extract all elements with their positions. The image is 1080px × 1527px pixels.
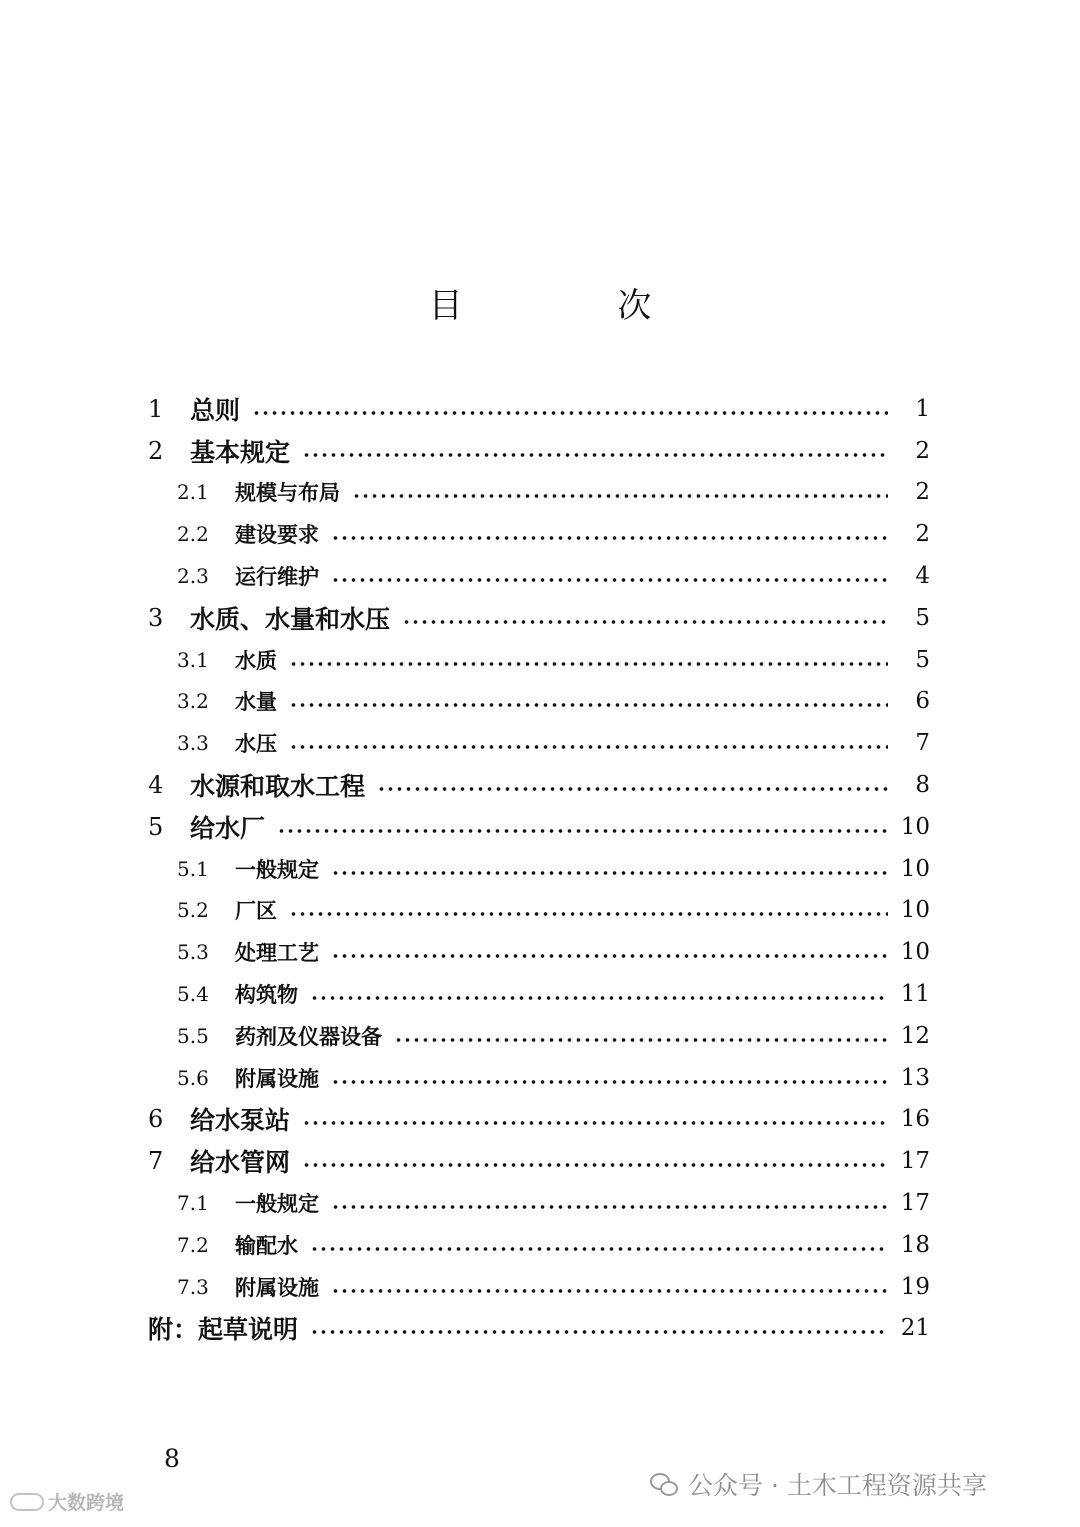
- toc-entry-page: 5: [915, 646, 930, 673]
- toc-entry-number: 5.6: [177, 1065, 209, 1090]
- toc-dot-leader: [302, 453, 888, 457]
- toc-dot-leader: [289, 662, 888, 666]
- toc-entry-number: 2.3: [177, 564, 209, 589]
- toc-entry[interactable]: [148, 1140, 930, 1182]
- toc-dot-leader: [331, 1080, 888, 1084]
- toc-entry-page: 17: [900, 1148, 930, 1175]
- toc-entry-page: 10: [900, 855, 930, 882]
- toc-entry-page: 2: [915, 521, 930, 548]
- toc-entry-page: 2: [915, 479, 930, 506]
- toc-entry[interactable]: [148, 1266, 930, 1308]
- toc-entry-page: 13: [900, 1064, 930, 1091]
- toc-dot-leader: [310, 996, 888, 1000]
- toc-entry[interactable]: [148, 806, 930, 848]
- toc-entry-number: 7.1: [177, 1191, 209, 1216]
- toc-entry-label: 水量: [235, 689, 277, 715]
- toc-entry-label: 水质、水量和水压: [190, 604, 391, 634]
- toc-entry[interactable]: [148, 848, 930, 890]
- toc-entry-number: 3.3: [177, 731, 209, 756]
- toc-entry-number: 5.5: [177, 1023, 209, 1048]
- toc-entry-number: 3.1: [177, 647, 209, 672]
- toc-entry-number: 5.3: [177, 940, 209, 965]
- toc-entry-label: 运行维护: [235, 564, 319, 590]
- toc-entry-page: 12: [900, 1022, 930, 1049]
- table-of-contents: [148, 388, 930, 1349]
- toc-entry-label: 附属设施: [235, 1274, 319, 1300]
- toc-entry-page: 4: [915, 563, 930, 590]
- toc-entry[interactable]: [148, 890, 930, 932]
- toc-dot-leader: [331, 954, 888, 958]
- toc-entry[interactable]: [148, 513, 930, 555]
- toc-entry-page: 16: [900, 1106, 930, 1133]
- toc-entry-page: 6: [915, 688, 930, 715]
- toc-dot-leader: [289, 703, 888, 707]
- toc-entry[interactable]: [148, 388, 930, 430]
- toc-entry-label: 给水泵站: [190, 1106, 291, 1136]
- toc-entry-label: 输配水: [235, 1232, 298, 1258]
- toc-entry-label: 水压: [235, 731, 277, 757]
- toc-entry[interactable]: [148, 681, 930, 723]
- watermark-brand: [10, 1488, 124, 1515]
- toc-dot-leader: [377, 787, 888, 791]
- toc-entry-page: 10: [900, 897, 930, 924]
- toc-dot-leader: [394, 1038, 888, 1042]
- toc-dot-leader: [302, 1163, 888, 1167]
- toc-entry-label: 一般规定: [235, 1191, 319, 1217]
- toc-entry[interactable]: [148, 430, 930, 472]
- toc-entry-number: 2: [148, 436, 164, 465]
- toc-entry-page: 18: [900, 1231, 930, 1258]
- toc-dot-leader: [331, 871, 888, 875]
- toc-entry-page: 8: [915, 772, 930, 799]
- toc-dot-leader: [331, 536, 888, 540]
- toc-dot-leader: [277, 829, 888, 833]
- toc-dot-leader: [402, 620, 888, 624]
- toc-dot-leader: [289, 912, 888, 916]
- toc-entry-label: 附属设施: [235, 1065, 319, 1091]
- toc-dot-leader: [310, 1247, 888, 1251]
- toc-entry-label: 药剂及仪器设备: [235, 1023, 382, 1049]
- toc-entry-number: 3: [148, 603, 164, 632]
- toc-entry-label: 基本规定: [190, 437, 291, 467]
- watermark-text: 公众号 · 土木工程资源共享: [688, 1471, 987, 1500]
- toc-entry-number: 3.2: [177, 689, 209, 714]
- toc-entry[interactable]: [148, 1099, 930, 1141]
- toc-dot-leader: [289, 745, 888, 749]
- toc-entry-number: 4: [148, 771, 164, 800]
- toc-entry-label: 建设要求: [235, 522, 319, 548]
- toc-entry[interactable]: [148, 722, 930, 764]
- toc-entry[interactable]: [148, 1057, 930, 1099]
- toc-entry-page: 5: [915, 604, 930, 631]
- toc-entry[interactable]: [148, 597, 930, 639]
- toc-entry[interactable]: [148, 555, 930, 597]
- toc-entry-number: 5.4: [177, 982, 209, 1007]
- toc-entry[interactable]: [148, 1015, 930, 1057]
- toc-entry[interactable]: [148, 639, 930, 681]
- toc-entry[interactable]: [148, 973, 930, 1015]
- toc-dot-leader: [310, 1330, 888, 1334]
- toc-entry-number: 1: [148, 394, 164, 423]
- toc-entry-label: 总则: [190, 395, 241, 425]
- toc-entry-label: 给水厂: [190, 813, 266, 843]
- toc-dot-leader: [352, 494, 888, 498]
- toc-entry-label: 厂区: [235, 898, 277, 924]
- toc-entry-number: 5.2: [177, 898, 209, 923]
- toc-entry-page: 21: [900, 1315, 930, 1342]
- brand-logo-icon: [10, 1493, 44, 1511]
- toc-entry-number: 2.1: [177, 480, 209, 505]
- toc-entry[interactable]: [148, 1182, 930, 1224]
- toc-entry-label: 构筑物: [235, 982, 298, 1008]
- toc-entry[interactable]: [148, 1308, 930, 1350]
- toc-entry[interactable]: [148, 931, 930, 973]
- toc-dot-leader: [331, 1289, 888, 1293]
- toc-entry-page: 10: [900, 939, 930, 966]
- watermark-wechat: [650, 1466, 987, 1502]
- toc-entry-label: 水源和取水工程: [190, 772, 366, 802]
- toc-entry-page: 7: [915, 730, 930, 757]
- toc-entry-number: 5.1: [177, 856, 209, 881]
- wechat-icon: [650, 1472, 678, 1496]
- toc-entry-label: 一般规定: [235, 856, 319, 882]
- toc-entry-page: 17: [900, 1190, 930, 1217]
- toc-entry-number: 7: [148, 1147, 164, 1176]
- toc-entry-page: 2: [915, 437, 930, 464]
- toc-entry-number: 2.2: [177, 522, 209, 547]
- toc-entry-label: 规模与布局: [235, 480, 340, 506]
- toc-entry-label: 附：起草说明: [148, 1315, 299, 1345]
- toc-entry-number: 5: [148, 812, 164, 841]
- toc-dot-leader: [302, 1121, 888, 1125]
- toc-entry-label: 水质: [235, 647, 277, 673]
- toc-dot-leader: [331, 1205, 888, 1209]
- toc-dot-leader: [252, 411, 888, 415]
- toc-entry-page: 19: [900, 1273, 930, 1300]
- page-number: 8: [164, 1444, 180, 1473]
- watermark-brand-text: 大数跨境: [48, 1492, 125, 1514]
- toc-entry[interactable]: [148, 764, 930, 806]
- toc-entry[interactable]: [148, 1224, 930, 1266]
- page-title: 目 次: [428, 286, 724, 326]
- toc-entry-page: 11: [900, 981, 930, 1008]
- toc-entry-label: 给水管网: [190, 1148, 291, 1178]
- toc-entry-page: 10: [900, 813, 930, 840]
- toc-dot-leader: [331, 578, 888, 582]
- toc-entry-number: 7.2: [177, 1232, 209, 1257]
- toc-entry-number: 6: [148, 1105, 164, 1134]
- toc-entry-page: 1: [915, 395, 930, 422]
- toc-entry-label: 处理工艺: [235, 940, 319, 966]
- toc-entry-number: 7.3: [177, 1274, 209, 1299]
- toc-entry[interactable]: [148, 472, 930, 514]
